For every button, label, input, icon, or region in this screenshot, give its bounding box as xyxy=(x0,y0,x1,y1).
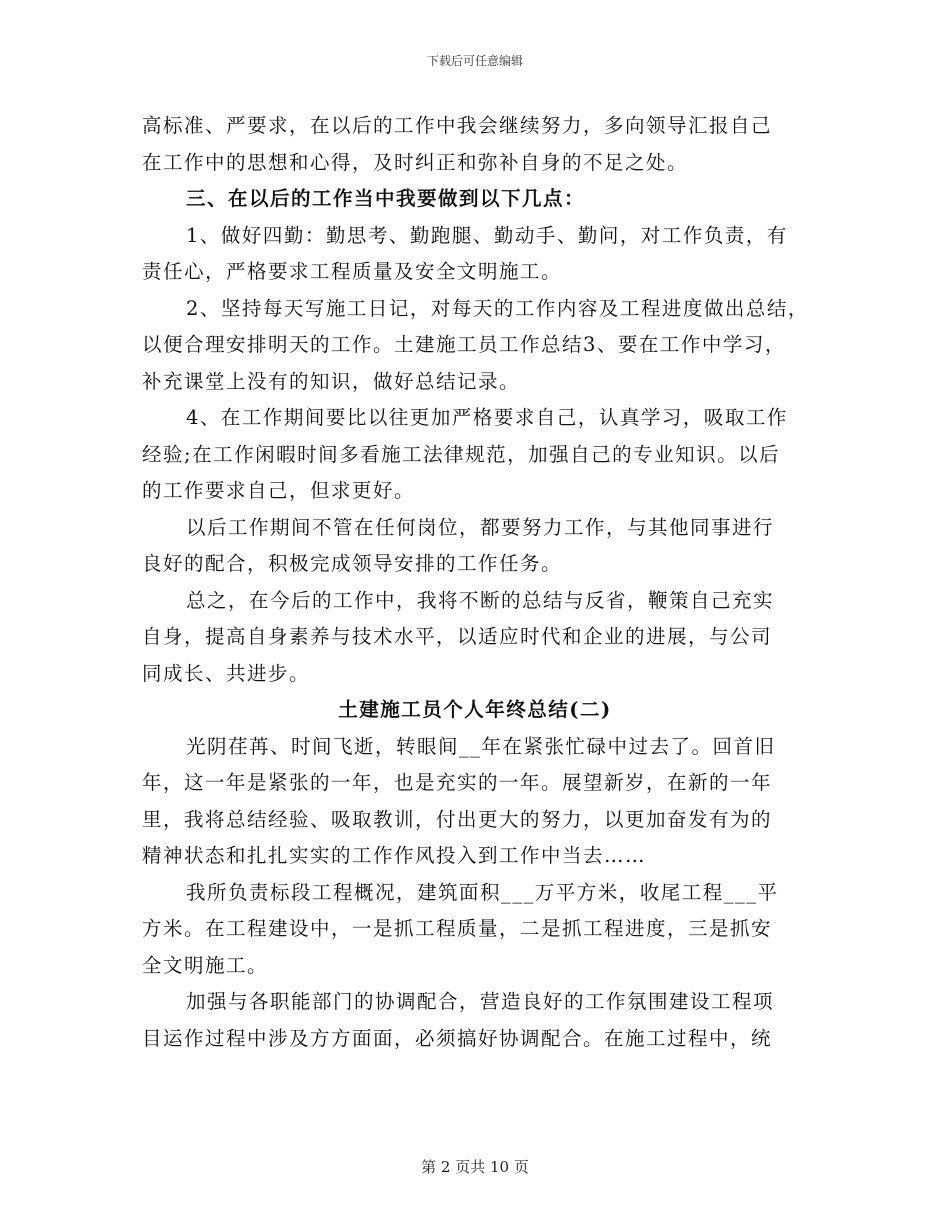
text-line: 良好的配合，积极完成领导安排的工作任务。 xyxy=(142,552,563,575)
document-body xyxy=(142,108,808,1057)
text-line: 4、在工作期间要比以往更加严格要求自己，认真学习，吸取工作 xyxy=(186,406,788,429)
text-line: 自身，提高自身素养与技术水平，以适应时代和企业的进展，与公司 xyxy=(142,625,773,648)
section-heading: 三、在以后的工作当中我要做到以下几点： xyxy=(186,187,586,210)
text-line: 在工作中的思想和心得，及时纠正和弥补自身的不足之处。 xyxy=(142,150,689,174)
text-line: 以后工作期间不管在任何岗位，都要努力工作，与其他同事进行 xyxy=(186,515,775,539)
text-line: 以便合理安排明天的工作。土建施工员工作总结3、要在工作中学习， xyxy=(142,333,786,356)
text-line: 光阴荏苒、时间飞逝，转眼间__年在紧张忙碌中过去了。回首旧 xyxy=(186,734,776,758)
page-header: 下载后可任意编辑 xyxy=(426,54,523,68)
text-line: 高标准、严要求，在以后的工作中我会继续努力，多向领导汇报自己 xyxy=(142,114,773,137)
text-line: 加强与各职能部门的协调配合，营造良好的工作氛围建设工程项 xyxy=(186,990,775,1013)
text-line: 全文明施工。 xyxy=(142,953,269,977)
text-line: 2、坚持每天写施工日记，对每天的工作内容及工程进度做出总结， xyxy=(186,296,809,320)
text-line: 的工作要求自己，但求更好。 xyxy=(142,479,416,502)
text-line: 我所负责标段工程概况，建筑面积___万平方米，收尾工程___平 xyxy=(186,880,779,904)
page-footer: 第 2 页共 10 页 xyxy=(421,1158,529,1176)
text-line: 方米。在工程建设中，一是抓工程质量，二是抓工程进度，三是抓安 xyxy=(142,917,773,940)
text-line: 里，我将总结经验、吸取教训，付出更大的努力，以更加奋发有为的 xyxy=(142,807,773,831)
text-line: 补充课堂上没有的知识，做好总结记录。 xyxy=(142,369,521,393)
text-line: 经验;在工作闲暇时间多看施工法律规范，加强自己的专业知识。以后 xyxy=(142,442,781,466)
text-line: 同成长、共进步。 xyxy=(142,661,311,685)
section-title: 土建施工员个人年终总结(二) xyxy=(338,698,612,721)
text-line: 1、做好四勤：勤思考、勤跑腿、勤动手、勤问，对工作负责，有 xyxy=(186,223,788,247)
text-line: 目运作过程中涉及方方面面，必须搞好协调配合。在施工过程中，统 xyxy=(142,1026,773,1050)
text-line: 总之，在今后的工作中，我将不断的总结与反省，鞭策自己充实 xyxy=(186,588,775,612)
text-line: 年，这一年是紧张的一年，也是充实的一年。展望新岁，在新的一年 xyxy=(142,771,773,794)
text-line: 精神状态和扎扎实实的工作作风投入到工作中当去…… xyxy=(142,844,647,867)
text-line: 责任心，严格要求工程质量及安全文明施工。 xyxy=(142,260,563,283)
